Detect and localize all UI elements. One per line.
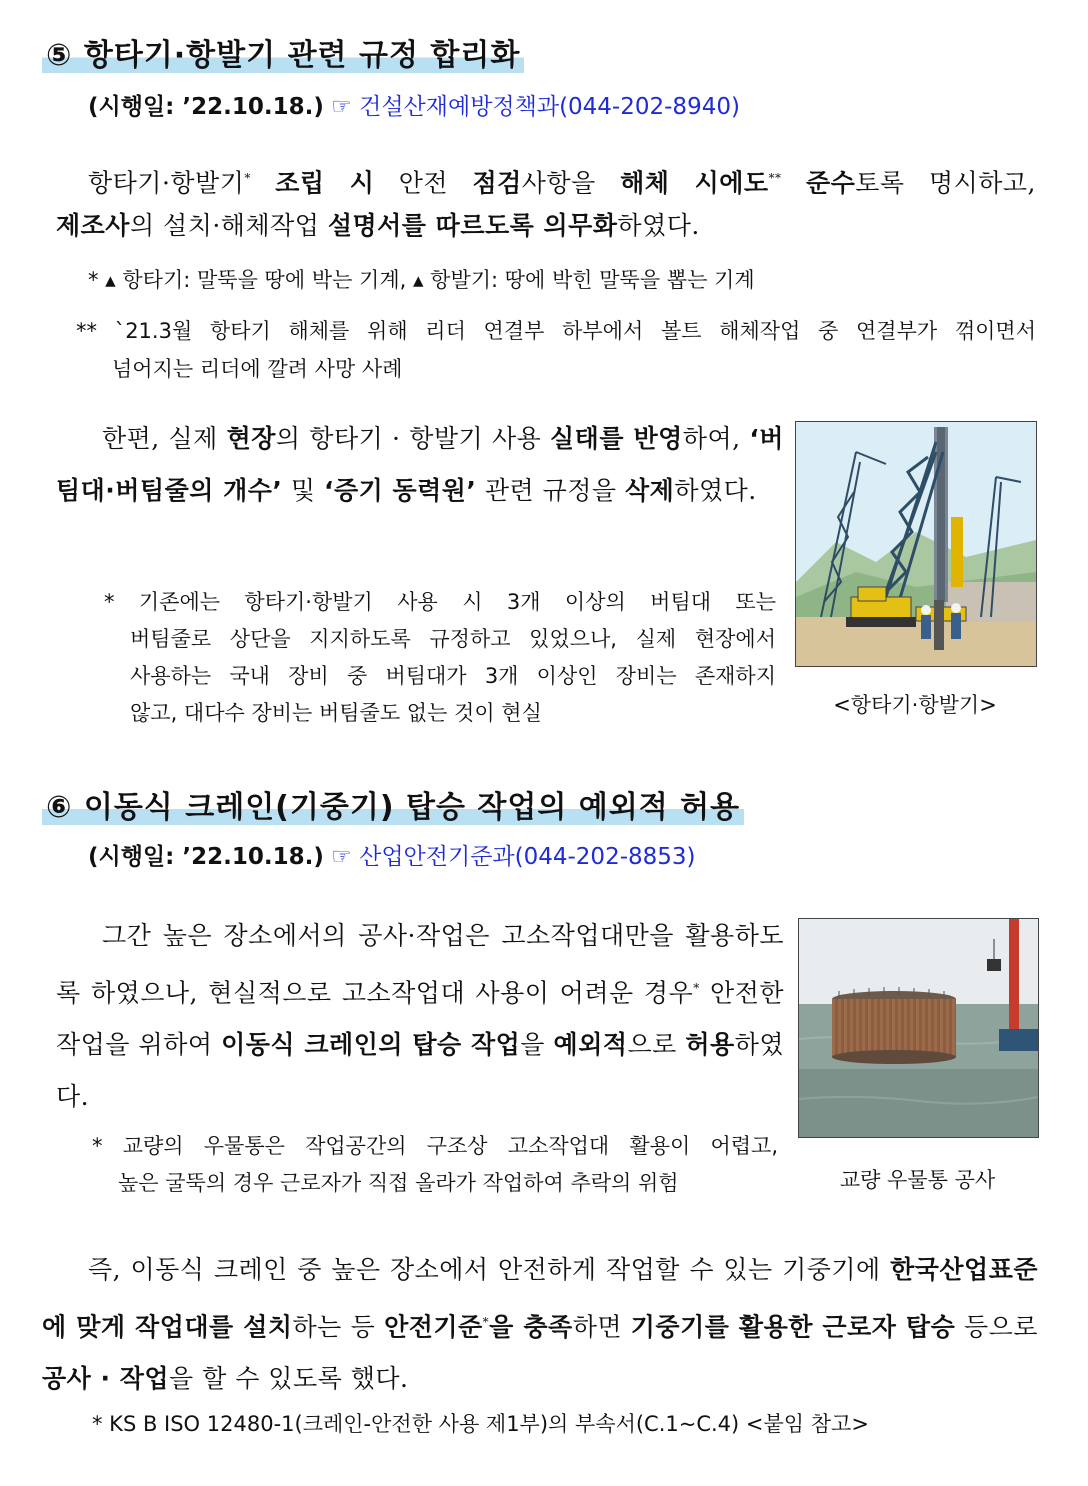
bold-text: 기중기를 활용한 근로자 탑승 (630, 1312, 956, 1342)
text: 을 할 수 있도록 했다. (169, 1364, 409, 1394)
section-6-meta (88, 838, 696, 871)
section-6-note-2: * KS B ISO 12480-1(크레인-안전한 사용 제1부)의 부속서(C.1~C.4) <붙임 참고> (92, 1412, 869, 1436)
footnote-mark: ** (768, 171, 782, 185)
bold-text: 조립 시 (275, 168, 375, 198)
text: 토록 명시하고, (855, 168, 1037, 198)
note-line: * 교량의 우물통은 작업공간의 구조상 고소작업대 활용이 어렵고, (92, 1134, 778, 1158)
pile-driver-illustration-svg (796, 422, 1036, 666)
bold-text: 해체 시에도 (620, 168, 769, 198)
text: 의 설치·해체작업 (129, 211, 328, 240)
section-5-meta (88, 88, 740, 121)
text: 하여, (682, 424, 750, 453)
section-5-note-3 (104, 584, 776, 732)
text: 하는 등 (292, 1312, 385, 1342)
pile-driver-illustration (795, 421, 1037, 667)
section-6-para-2 (42, 1244, 1038, 1405)
section-5-heading (42, 30, 524, 74)
text: 한편, 실제 (102, 424, 227, 453)
section-5-heading-text: ⑤ 항타기·항발기 관련 규정 합리화 (42, 38, 524, 73)
section-5-note-2-line-1: ** `21.3월 항타기 해체를 위해 리더 연결부 하부에서 볼트 해체작업 중 연결부가 꺾이면서 (76, 319, 1036, 343)
text: 하면 (572, 1312, 631, 1342)
bridge-caisson-photo (798, 918, 1039, 1138)
note-line: 않고, 대다수 장비는 버팀줄도 없는 것이 현실 (130, 701, 542, 725)
text: 사항을 (521, 168, 621, 198)
text: 하였다. (617, 211, 700, 240)
note-line: * 기존에는 항타기·항발기 사용 시 3개 이상의 버팀대 또는 (104, 590, 776, 614)
bold-text: 충족 (523, 1312, 573, 1342)
text: 으로 (627, 1030, 686, 1060)
bold-text: 한국산업표준에 맞게 작업대를 설치 (42, 1255, 1038, 1342)
bold-text: 안전기준 (384, 1312, 483, 1342)
text (782, 168, 806, 197)
pile-driver-caption: <항타기·항발기> (833, 693, 997, 717)
section-6-heading (42, 782, 744, 826)
text: 즉, 이동식 크레인 중 높은 장소에서 안전하게 작업할 수 있는 기중기에 (88, 1255, 891, 1284)
note-line: 높은 굴뚝의 경우 근로자가 직접 올라가 작업하여 추락의 위험 (118, 1171, 679, 1195)
bold-text: 실태를 반영 (550, 424, 683, 453)
footnote-mark: * (693, 981, 700, 995)
text: 의 항타기 · 항발기 사용 (275, 424, 551, 453)
section-6-heading-text: ⑥ 이동식 크레인(기중기) 탑승 작업의 예외적 허용 (42, 790, 744, 825)
bridge-caisson-caption: 교량 우물통 공사 (839, 1168, 996, 1192)
bold-text: 점검 (472, 168, 522, 198)
bold-text: ‘버팀대·버팀줄의 개수’ (56, 424, 784, 505)
section-5-para-1-line-2 (56, 200, 1036, 252)
text: 하였다. (56, 1030, 785, 1112)
footnote-mark: * (244, 171, 251, 185)
note-line: 사용하는 국내 장비 중 버팀대가 3개 이상인 장비는 존재하지 (130, 664, 776, 688)
bold-text: 현장 (226, 424, 276, 453)
text: 하였다. (674, 476, 757, 505)
section-5-dept: ☞ 건설산재예방정책과(044-202-8940) (331, 94, 740, 120)
bridge-caisson-photo-svg (799, 919, 1038, 1137)
bold-text: ‘증기 동력원’ (323, 476, 477, 505)
text: 및 (282, 476, 324, 505)
section-5-date: (시행일: ’22.10.18.) (88, 94, 324, 120)
text: 안전한 작업을 위하여 (56, 978, 784, 1060)
note-line: 버팀줄로 상단을 지지하도록 규정하고 있었으나, 실제 현장에서 (130, 627, 776, 651)
text: 항타기·항발기 (88, 168, 245, 198)
section-6-date: (시행일: ’22.10.18.) (88, 844, 324, 870)
bold-text: 을 (489, 1312, 524, 1342)
section-5-para-2 (56, 413, 784, 517)
bold-text: 이동식 크레인의 탑승 작업 (221, 1030, 521, 1060)
text (251, 168, 275, 197)
text: 관련 규정을 (476, 476, 625, 505)
bold-text: 설명서를 따르도록 의무화 (327, 211, 618, 240)
text: 안전 (374, 168, 473, 198)
bold-text: 허용 (685, 1030, 735, 1060)
section-5-note-1: * ▴ 항타기: 말뚝을 땅에 박는 기계, ▴ 항발기: 땅에 박힌 말뚝을 뽑는 기계 (88, 268, 755, 292)
section-5-note-2-line-2: 넘어지는 리더에 깔려 사망 사례 (112, 357, 403, 381)
bold-text: 제조사 (56, 211, 130, 240)
text: 을 (520, 1030, 554, 1060)
section-6-note-1 (92, 1128, 778, 1202)
section-6-dept: ☞ 산업안전기준과(044-202-8853) (331, 844, 696, 870)
bold-text: 예외적 (553, 1030, 628, 1060)
text: 그간 높은 장소에서의 공사·작업은 고소작업대만을 활용하도록 하였으나, 현실적으로 고소작업대 사용이 어려운 경우 (56, 921, 784, 1008)
text: 등으로 (955, 1312, 1038, 1342)
section-6-para-1 (56, 910, 784, 1123)
bold-text: 준수 (805, 168, 856, 198)
bold-text: 공사 · 작업 (42, 1364, 170, 1394)
bold-text: 삭제 (625, 476, 675, 505)
footnote-mark: * (482, 1315, 490, 1329)
